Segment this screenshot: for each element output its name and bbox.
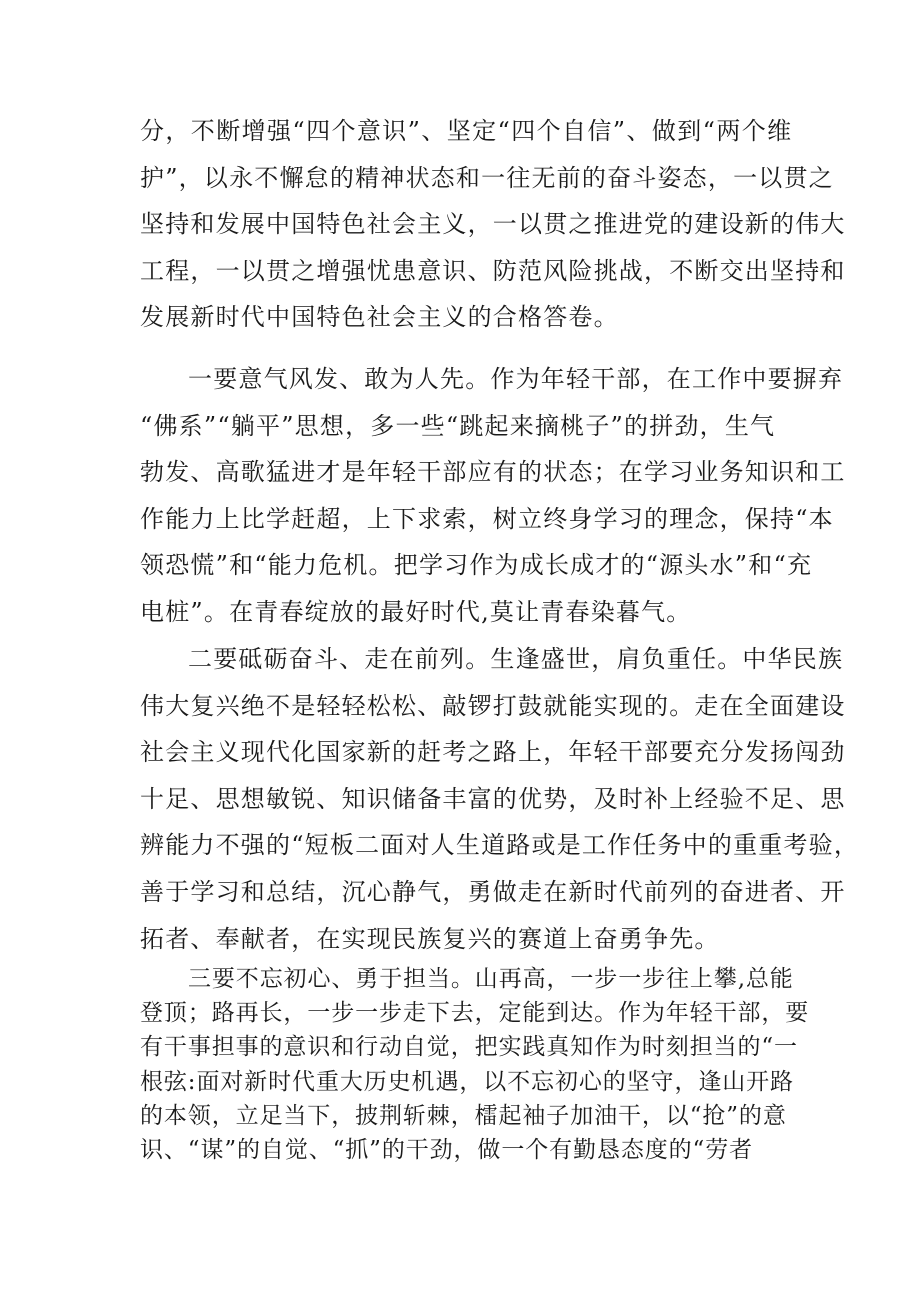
paragraph-4 [140,962,810,1167]
text-line: 登顶；路再长，一步一步走下去，定能到达。作为年轻干部，要 [140,1000,810,1027]
text-line: 勃发、高歌猛进才是年轻干部应有的状态；在学习业务知识和工 [140,458,846,487]
paragraph-2 [140,356,846,636]
text-line: 社会主义现代化国家新的赶考之路上，年轻干部要充分发扬闯劲 [140,738,846,767]
text-line: 一要意气风发、敢为人先。作为年轻干部，在工作中要摒弃 [188,365,844,393]
text-line: 识、“谋”的自觉、“抓”的干劲，做一个有勤恳态度的“劳者 [140,1136,753,1163]
text-line: 二要砥砺奋斗、走在前列。生逢盛世，肩负重任。中华民族 [188,645,844,673]
text-line: “佛系”“躺平”思想，多一些“跳起来摘桃子”的拼劲，生气 [140,411,776,440]
text-line: 根弦:面对新时代重大历史机遇，以不忘初心的坚守，逢山开路 [140,1068,794,1095]
text-line: 有干事担事的意识和行动自觉，把实践真知作为时刻担当的“一 [140,1034,798,1061]
text-line: 伟大复兴绝不是轻轻松松、敲锣打鼓就能实现的。走在全面建设 [140,691,846,720]
text-line: 分，不断增强“四个意识”、坚定“四个自信”、做到“两个维 [140,117,793,145]
paragraph-3 [140,636,860,962]
text-line: 三要不忘初心、勇于担当。山再高，一步一步往上攀,总能 [188,966,794,992]
text-line: 领恐慌”和“能力危机。把学习作为成长成才的“源头水”和“充 [140,551,813,580]
paragraph-1 [140,108,846,341]
text-line: 坚持和发展中国特色社会主义，一以贯之推进党的建设新的伟大 [140,210,846,239]
text-line: 善于学习和总结，沉心静气，勇做走在新时代前列的奋进者、开 [140,877,846,906]
text-line: 十足、思想敏锐、知识储备丰富的优势，及时补上经验不足、思 [140,784,846,813]
text-line: 发展新时代中国特色社会主义的合格答卷。 [140,303,619,332]
text-line: 护”，以永不懈怠的精神状态和一往无前的奋斗姿态，一以贯之 [140,163,834,192]
text-line: 的本领，立足当下，披荆斩棘，檑起袖子加油干，以“抢”的意 [140,1102,787,1129]
text-line: 辨能力不强的“短板二面对人生道路或是工作任务中的重重考验， [140,831,860,860]
text-line: 工程，一以贯之增强忧患意识、防范风险挑战，不断交出坚持和 [140,256,846,285]
text-line: 电桩”。在青春绽放的最好时代,莫让青春染暮气。 [140,597,692,626]
text-line: 拓者、奉献者，在实现民族复兴的赛道上奋勇争先。 [140,924,720,953]
text-line: 作能力上比学赶超，上下求索，树立终身学习的理念，保持“本 [140,504,834,533]
